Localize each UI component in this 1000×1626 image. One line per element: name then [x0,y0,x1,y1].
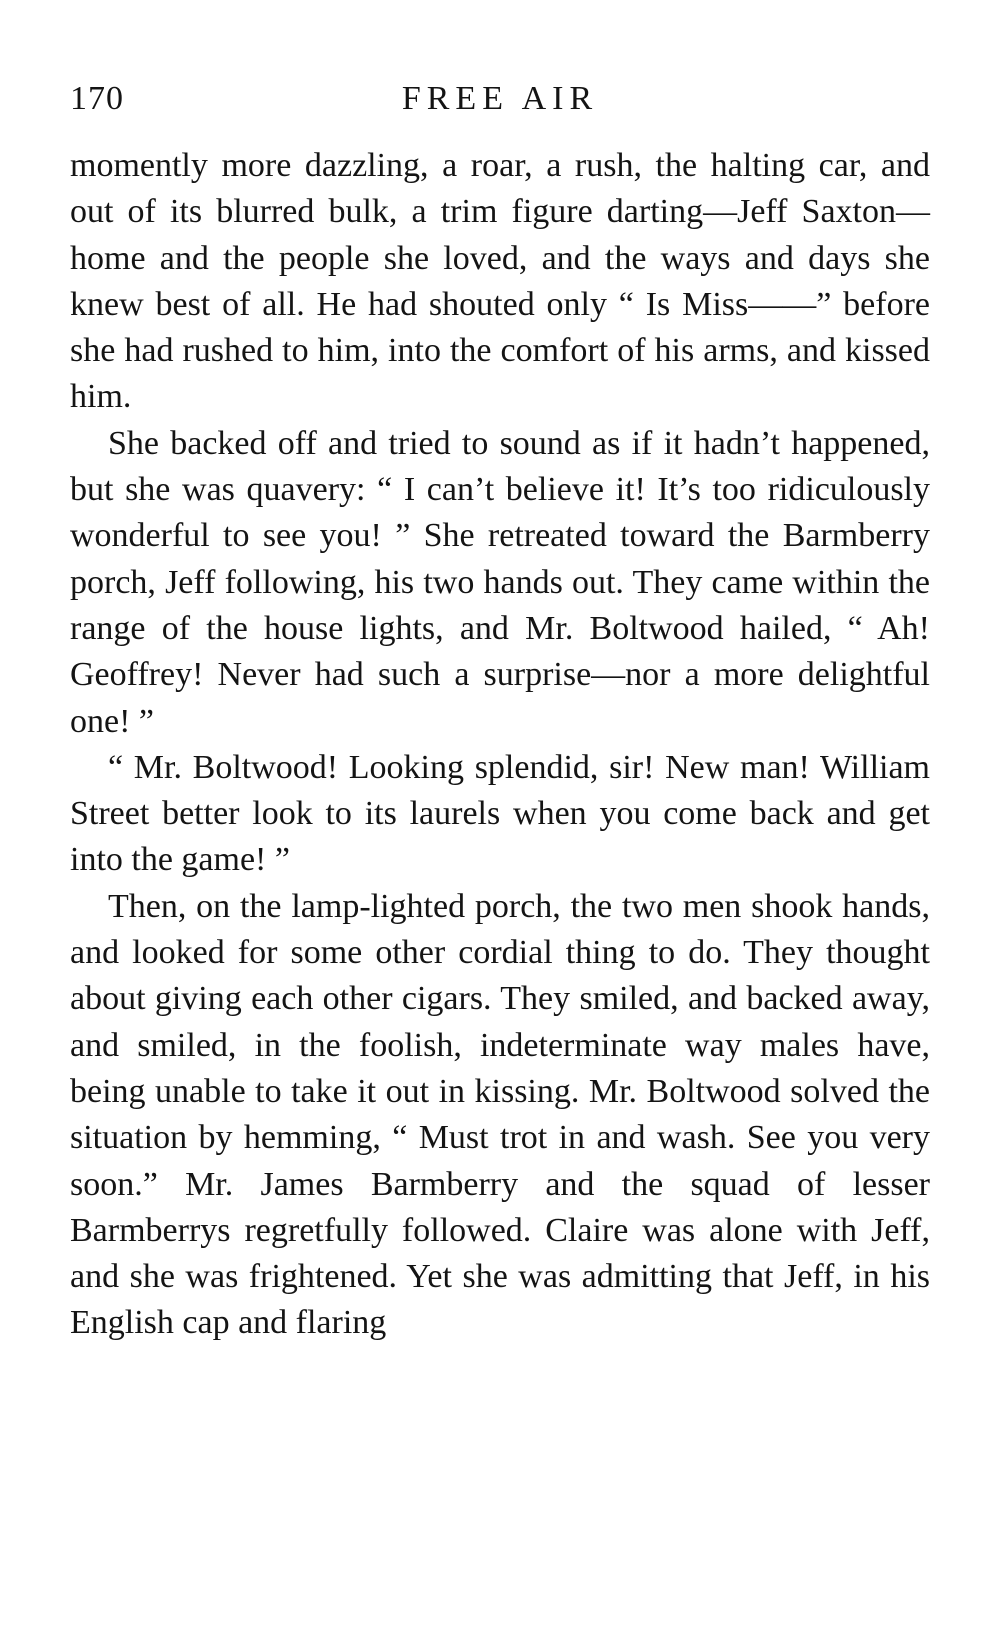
body-text [70,143,930,1347]
paragraph-1: momently more dazzling, a roar, a rush, the halting car, and out of its blurred bulk, a trim figure darting—Jeff Saxton—home and the people she loved, and the ways and days she knew best of all. He had shouted only “ Is Miss——” before she had rushed to him, into the comfort of his arms, and kissed him. [70,147,930,416]
page-number: 170 [70,80,124,117]
paragraph-4: Then, on the lamp-lighted porch, the two men shook hands, and looked for some other cordial thing to do. They thought about giving each other cigars. They smiled, and backed away, and smiled, in the foolish, indeterminate way males have, being unable to take it out in kissing. Mr. Boltwood solved the situation by hemming, “ Must trot in and wash. See you very soon.” Mr. James Barmberry and the squad of lesser Barmberrys regretfully followed. Claire was alone with Jeff, and she was frightened. Yet she was admitting that Jeff, in his English cap and flaring [70,887,930,1342]
running-head [70,80,930,130]
book-title: FREE AIR [401,80,599,117]
paragraph-2: She backed off and tried to sound as if it hadn’t happened, but she was quavery: “ I can’t believe it! It’s too ridiculously wonderful to see you! ” She retreated toward the Barmberry porch, Jeff following, his two hands out. They came within the range of the house lights, and Mr. Boltwood hailed, “ Ah! Geoffrey! Never had such a surprise—nor a more delightful one! ” [70,424,930,740]
paragraph-3: “ Mr. Boltwood! Looking splendid, sir! New man! William Street better look to its laurels when you come back and get into the game! ” [70,748,930,879]
